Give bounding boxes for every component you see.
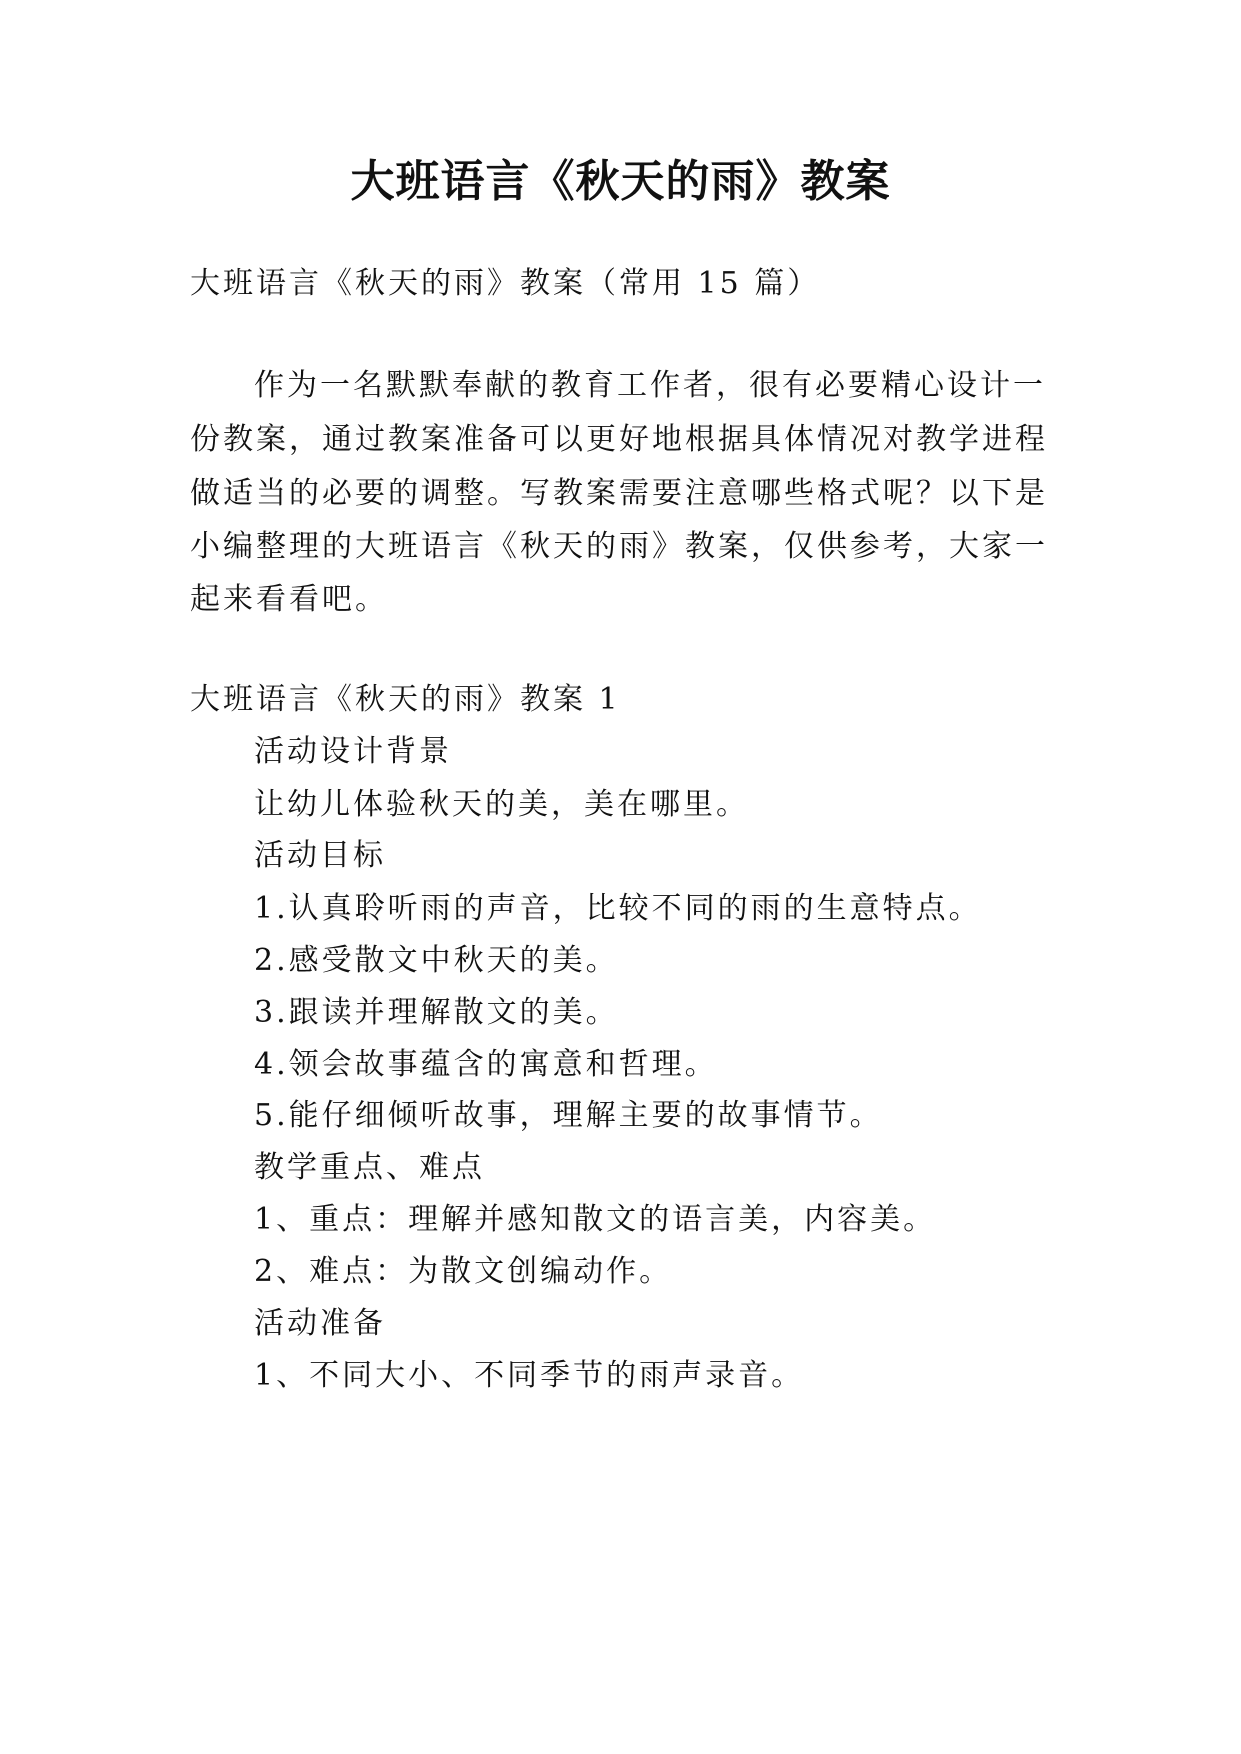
preparation-item: 1、不同大小、不同季节的雨声录音。 <box>254 1358 805 1393</box>
section-heading: 活动设计背景 <box>254 734 452 769</box>
goal-item: 5.能仔细倾听故事，理解主要的故事情节。 <box>254 1098 883 1133</box>
intro-line: 做适当的必要的调整。写教案需要注意哪些格式呢？以下是 <box>190 476 1048 511</box>
document-subtitle: 大班语言《秋天的雨》教案（常用 15 篇） <box>190 266 821 301</box>
section-title: 大班语言《秋天的雨》教案 1 <box>190 682 621 717</box>
section-heading: 教学重点、难点 <box>254 1150 485 1185</box>
intro-line: 份教案，通过教案准备可以更好地根据具体情况对教学进程 <box>190 422 1048 457</box>
intro-line: 起来看看吧。 <box>190 582 388 617</box>
intro-line: 小编整理的大班语言《秋天的雨》教案，仅供参考，大家一 <box>190 529 1048 564</box>
document-title: 大班语言《秋天的雨》教案 <box>350 156 891 207</box>
section-line: 让幼儿体验秋天的美，美在哪里。 <box>254 787 749 822</box>
section-heading: 活动目标 <box>254 838 386 873</box>
goal-item: 2.感受散文中秋天的美。 <box>254 943 619 978</box>
section-heading: 活动准备 <box>254 1306 386 1341</box>
key-point-item: 2、难点：为散文创编动作。 <box>254 1254 673 1289</box>
key-point-item: 1、重点：理解并感知散文的语言美，内容美。 <box>254 1202 937 1237</box>
goal-item: 1.认真聆听雨的声音，比较不同的雨的生意特点。 <box>254 891 982 926</box>
goal-item: 3.跟读并理解散文的美。 <box>254 995 619 1030</box>
goal-item: 4.领会故事蕴含的寓意和哲理。 <box>254 1047 718 1082</box>
intro-line: 作为一名默默奉献的教育工作者，很有必要精心设计一 <box>254 368 1046 403</box>
